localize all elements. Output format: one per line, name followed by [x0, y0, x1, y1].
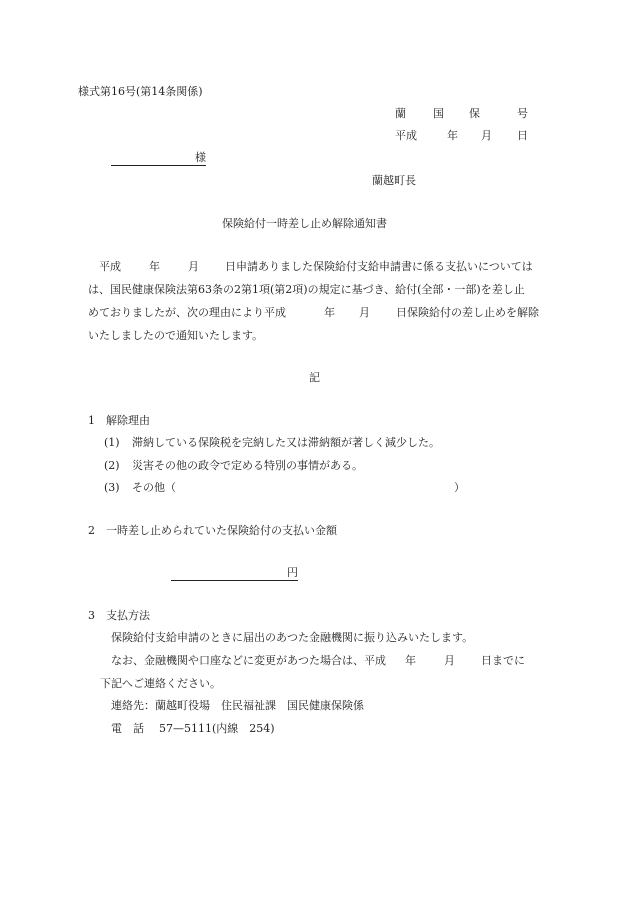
date-year: 年	[447, 129, 458, 142]
ref-part-4: 号	[517, 107, 528, 120]
body-line-3-text: めておりましたが、次の理由により平成	[88, 306, 286, 319]
body-line-3-year: 年	[324, 306, 335, 319]
ref-part-2: 国	[433, 107, 444, 120]
addressee-suffix: 様	[195, 151, 206, 164]
body-line-2: は、国民健康保険法第63条の2第1項(第2項)の規定に基づき、給付(全部・一部)を差し止	[88, 283, 525, 296]
document-title: 保険給付一時差し止め解除通知書	[222, 217, 387, 230]
date-month: 月	[481, 129, 492, 142]
ref-part-3: 保	[469, 107, 480, 120]
reason-1-number: (1)	[104, 436, 120, 449]
date-era: 平成	[395, 129, 417, 142]
payment-line-3: 下記へご連絡ください。	[100, 677, 221, 690]
reason-item-2	[104, 459, 363, 473]
body-line-3-tail: 日保険給付の差し止めを解除	[396, 306, 539, 319]
payment-line-2-text: なお、金融機関や口座などに変更があつた場合は、平成	[111, 654, 386, 667]
body-date-year: 年	[149, 260, 160, 273]
date-day: 日	[517, 129, 528, 142]
phone-label: 電 話	[111, 722, 144, 735]
addressee-name-line	[111, 152, 195, 166]
addressee	[111, 151, 206, 166]
reason-1-text: 滞納している保険税を完納した又は滞納額が著しく減少した。	[132, 436, 440, 449]
section-2-heading: 2 一時差し止められていた保険給付の支払い金額	[88, 524, 337, 537]
reason-item-1	[104, 436, 440, 450]
body-line-4: いたしましたので通知いたします。	[88, 329, 264, 342]
reason-item-3	[104, 481, 464, 495]
reason-2-text: 災害その他の政令で定める特別の事情がある。	[132, 459, 363, 472]
body-date-month: 月	[188, 260, 199, 273]
section-3-heading: 3 支払方法	[88, 609, 150, 622]
payment-line-2-month: 月	[444, 654, 455, 667]
amount-line	[171, 567, 287, 581]
form-number: 様式第16号(第14条関係)	[78, 85, 203, 98]
reason-3-text: その他（	[132, 481, 176, 494]
amount-field	[171, 566, 298, 581]
phone-number: 57—5111(内線 254)	[159, 722, 275, 735]
body-date-era: 平成	[99, 260, 121, 273]
contact-info: 連絡先：蘭越町役場 住民福祉課 国民健康保険係	[111, 699, 364, 712]
sender: 蘭越町長	[372, 174, 416, 187]
body-line-1-text: 日申請ありました保険給付支給申請書に係る支払いについては	[225, 260, 533, 273]
payment-line-2-tail: 日までに	[481, 654, 525, 667]
section-1-heading: 1 解除理由	[88, 414, 150, 427]
amount-unit: 円	[287, 566, 298, 579]
reason-2-number: (2)	[104, 459, 120, 472]
ref-part-1: 蘭	[395, 107, 406, 120]
body-line-3-month: 月	[359, 306, 370, 319]
ki-heading: 記	[309, 371, 320, 384]
payment-line-1: 保険給付支給申請のときに届出のあつた金融機関に振り込みいたします。	[111, 631, 474, 644]
reason-3-close: ）	[454, 481, 465, 494]
phone-info	[111, 722, 275, 736]
payment-line-2-year: 年	[405, 654, 416, 667]
reason-3-number: (3)	[104, 481, 120, 494]
